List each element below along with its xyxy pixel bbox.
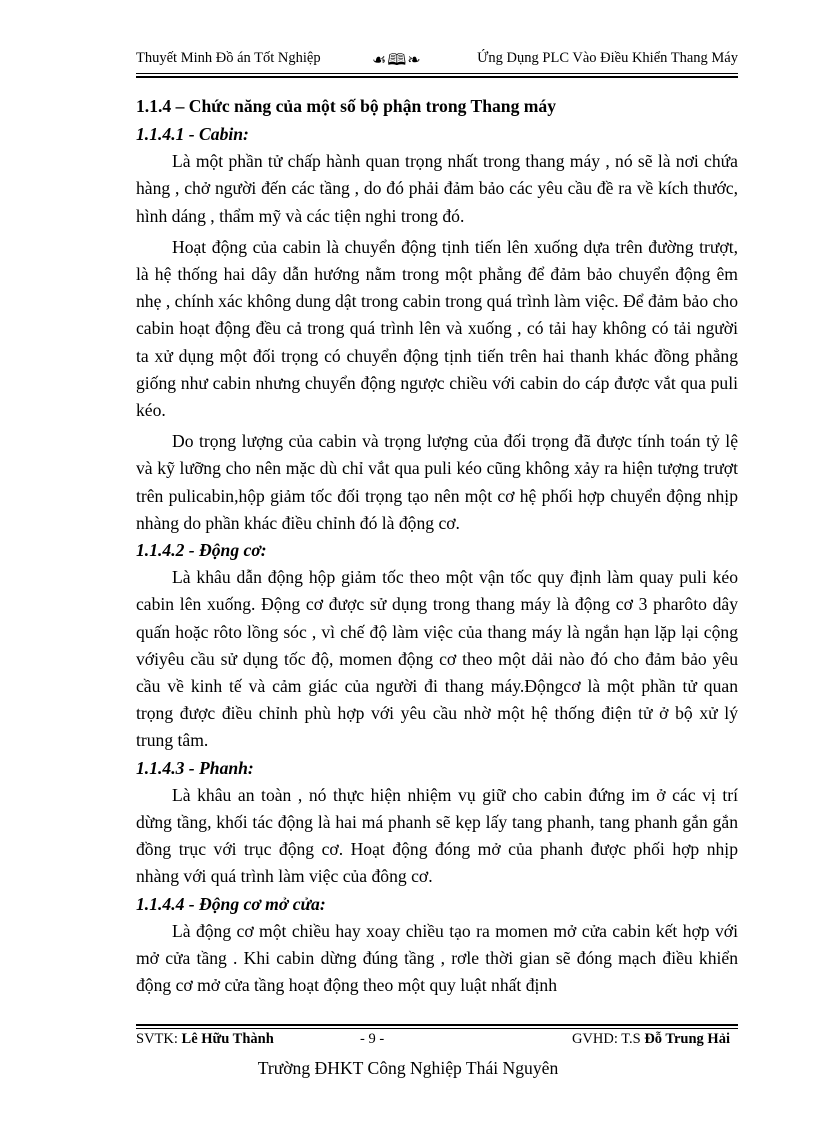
school-name: Trường ĐHKT Công Nghiệp Thái Nguyên (257, 1058, 559, 1078)
subsection-title-cabin: 1.1.4.1 - Cabin: (136, 124, 249, 144)
section-title: 1.1.4 – Chức năng của một số bộ phận trong Thang máy (136, 96, 557, 116)
header-rule-thin (136, 73, 738, 74)
footer-rule-thick (136, 1024, 738, 1026)
subsection-title-brake: 1.1.4.3 - Phanh: (136, 757, 254, 778)
footer-student-name: Lê Hữu Thành (181, 1031, 274, 1047)
page-header (136, 50, 738, 72)
paragraph: Do trọng lượng của cabin và trọng lượng của đối trọng đã được tính toán tỷ lệ và kỹ lưỡng cho nên mặc dù chỉ vắt qua puli kéo cũng không xảy ra hiện tượng trượt trên pulicabin,hộp giảm tốc đối trọng tạo nên một cơ hệ phối hợp chuyển động nhịp nhàng do phần khác điều chỉnh đó là động cơ. (136, 431, 738, 533)
paragraph: Là một phần tử chấp hành quan trọng nhất trong thang máy , nó sẽ là nơi chứa hàng , chở người đến các tầng , do đó phải đảm bảo các yêu cầu đề ra về kích thước, hình dáng , thẩm mỹ và các tiện nghi trong đó. (136, 151, 738, 226)
page-number: - 9 - (360, 1031, 385, 1047)
footer-student (136, 1031, 274, 1048)
subsection-title-door-motor: 1.1.4.4 - Động cơ mở cửa: (136, 893, 326, 914)
page-footer (136, 1031, 738, 1053)
footer-supervisor-name: Đỗ Trung Hải (644, 1031, 730, 1047)
header-ornament: ☙🕮❧ (372, 52, 422, 69)
page-body (136, 91, 738, 1000)
paragraph: Là động cơ một chiều hay xoay chiều tạo ra momen mở cửa cabin kết hợp với mở cửa tầng . Khi cabin dừng đúng tầng , rơle thời gian sẽ đóng mạch điều khiển động cơ mở cửa tầng hoạt động theo một quy luật nhất định (136, 920, 738, 996)
paragraph: Hoạt động của cabin là chuyển động tịnh tiến lên xuống dựa trên đường trượt, là hệ thống hai dây dẫn hướng nằm trong một phẳng để đảm bảo chuyển động êm nhẹ , chính xác không dung dật trong cabin trong quá trình làm việc. Để đảm bảo cho cabin hoạt động đều cả trong quá trình lên và xuống , có tải hay không có tải người ta xử dụng một đối trọng có chuyển động tịnh tiến trên hai thanh khác đồng phẳng giống như cabin nhưng chuyển động ngược chiều với cabin do cáp được vắt qua puli kéo. (136, 236, 738, 421)
header-rule-thick (136, 76, 738, 78)
footer-supervisor-label: GVHD: T.S (571, 1031, 645, 1047)
header-left-text: Thuyết Minh Đồ án Tốt Nghiệp (136, 50, 321, 66)
paragraph: Là khâu an toàn , nó thực hiện nhiệm vụ giữ cho cabin đứng im ở các vị trí dừng tầng, khối tác động là hai má phanh sẽ kẹp lấy tang phanh, tang phanh gắn gắn đồng trục với trục động cơ. Hoạt động đóng mở của phanh được phối hợp nhịp nhàng với quá trình làm việc của đông cơ. (136, 784, 738, 887)
subsection-title-motor: 1.1.4.2 - Động cơ: (136, 540, 267, 561)
footer-student-label: SVTK: (136, 1031, 182, 1047)
footer-supervisor (572, 1031, 730, 1048)
paragraph: Là khâu dẫn động hộp giảm tốc theo một vận tốc quy định làm quay puli kéo cabin lên xuống. Động cơ được sử dụng trong thang máy là động cơ 3 pharôto dây quấn hoặc rôto lồng sóc , vì chế độ làm việc của thang máy là ngắn hạn lặp lại cộng vớiyêu cầu sử dụng tốc độ, momen động cơ theo một dải nào đó cho đảm bảo yêu cầu về kinh tế và cảm giác của người đi thang máy.Độngcơ là một phần tử quan trọng được điều chỉnh phù hợp với yêu cầu nhờ một hệ thống điện tử ở bộ xử lý trung tâm. (136, 567, 738, 751)
footer-rule-thin (136, 1028, 738, 1029)
header-right-text: Ứng Dụng PLC Vào Điều Khiển Thang Máy (477, 50, 738, 66)
